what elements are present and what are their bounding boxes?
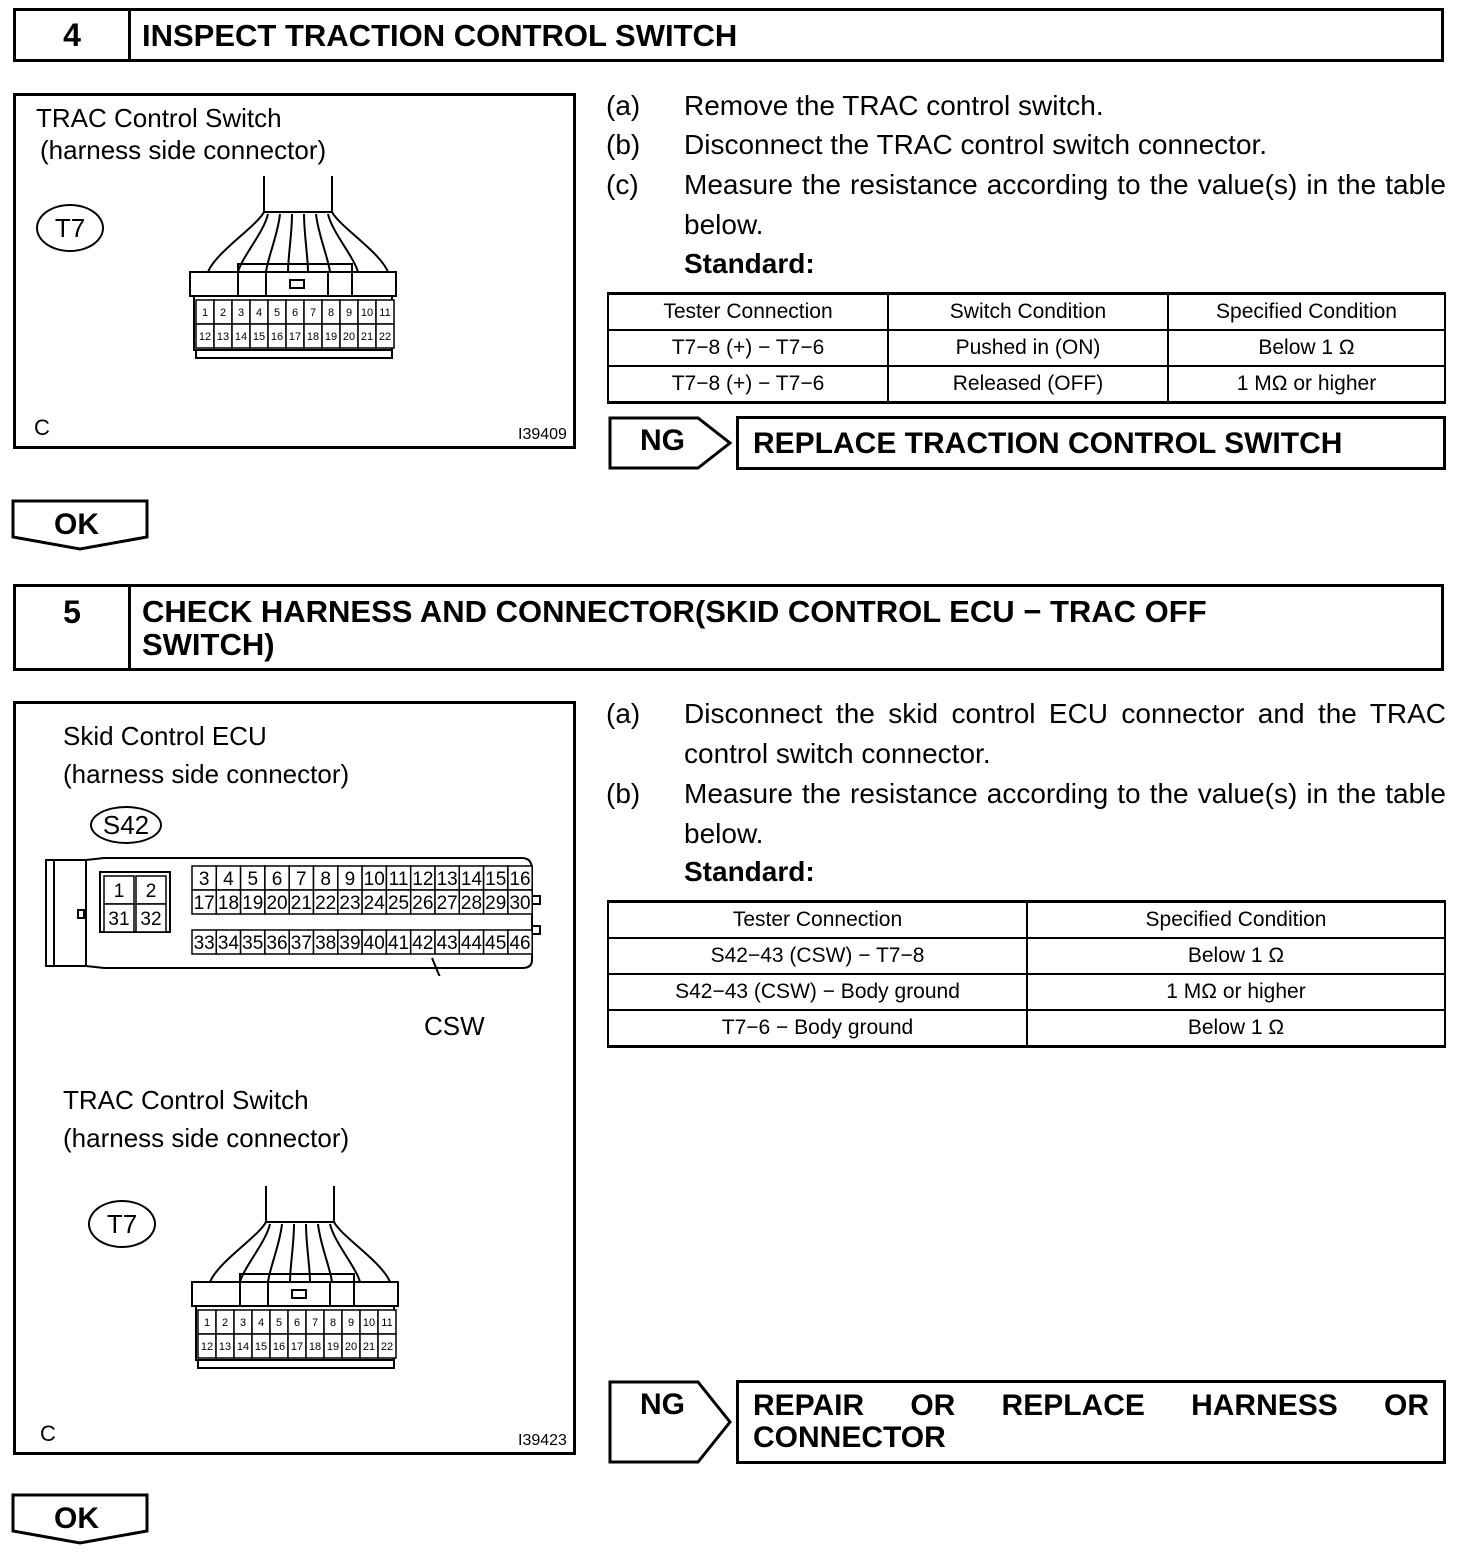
pin-label: 34 <box>217 932 240 954</box>
pin-label: 10 <box>360 306 374 319</box>
pin-label: 18 <box>306 330 320 343</box>
table-cell: 1 MΩ or higher <box>1168 366 1445 403</box>
pin-label: 7 <box>296 868 307 890</box>
standard-label: Standard: <box>684 856 815 887</box>
table-header-cell: Switch Condition <box>888 294 1168 331</box>
table-cell: S42−43 (CSW) − Body ground <box>608 974 1027 1010</box>
pin-label: 3 <box>239 1316 247 1329</box>
pin-label: 22 <box>315 892 337 914</box>
pin-label: 19 <box>242 892 264 914</box>
step-title: INSPECT TRACTION CONTROL SWITCH <box>142 18 738 53</box>
pin-label: 17 <box>193 892 215 914</box>
pin-label: 24 <box>363 892 385 914</box>
pin-label: 6 <box>293 1316 301 1329</box>
step-5-instruction-a <box>606 694 1446 774</box>
csw-label: CSW <box>424 1011 485 1041</box>
pin-label: 15 <box>485 868 507 890</box>
connector-id-badge <box>36 204 104 252</box>
table-header-row <box>608 902 1445 939</box>
corner-code: C <box>34 415 50 440</box>
pin-label: 20 <box>266 892 288 914</box>
ecu-connector-id-badge <box>90 806 162 844</box>
pin-label: 2 <box>219 306 227 319</box>
pin-label: 10 <box>363 868 385 890</box>
t7-connector-drawing <box>186 172 416 362</box>
instruction-text: Measure the resistance according to the value(s) in the table below. <box>684 169 1446 240</box>
pin-label: 16 <box>272 1340 286 1353</box>
table-cell: T7−6 − Body ground <box>608 1010 1027 1047</box>
pin-label: 12 <box>198 330 212 343</box>
step-title-line2: SWITCH) <box>142 627 275 662</box>
pin-label: 19 <box>326 1340 340 1353</box>
pin-label: 7 <box>311 1316 319 1329</box>
pin-label: 20 <box>344 1340 358 1353</box>
pin-label: 23 <box>339 892 361 914</box>
ecu-title-line2: (harness side connector) <box>63 759 350 789</box>
pin-label: 15 <box>252 330 266 343</box>
pin-label: 35 <box>242 932 264 954</box>
pin-label: 5 <box>273 306 281 319</box>
pin-label: 22 <box>380 1340 394 1353</box>
pin-label: 32 <box>140 908 162 930</box>
pin-label: 43 <box>436 932 458 954</box>
table-header-cell: Tester Connection <box>608 902 1027 939</box>
switch-connector-id-badge <box>88 1200 156 1248</box>
pin-label: 6 <box>271 868 283 890</box>
connector-id: T7 <box>54 213 86 243</box>
pin-label: 8 <box>327 306 335 319</box>
step-4-figure <box>13 93 576 449</box>
corner-code: C <box>40 1421 56 1446</box>
pin-label: 44 <box>460 932 483 954</box>
pin-grid <box>198 1310 396 1358</box>
pin-label: 42 <box>412 932 434 954</box>
switch-title-line2: (harness side connector) <box>63 1123 350 1153</box>
pin-label: 2 <box>221 1316 229 1329</box>
step-title-line1: CHECK HARNESS AND CONNECTOR(SKID CONTROL ECU − TRAC OFF <box>142 594 1207 629</box>
pin-label: 18 <box>308 1340 322 1353</box>
step-4-spec-table <box>607 292 1446 404</box>
pin-label: 40 <box>363 932 385 954</box>
pin-label: 30 <box>509 892 531 914</box>
pin-label: 21 <box>360 330 374 343</box>
step-4-instruction-c <box>606 165 1446 245</box>
pin-label: 36 <box>266 932 288 954</box>
step-number: 4 <box>16 11 131 59</box>
ng-label: NG <box>640 424 685 457</box>
table-cell: Below 1 Ω <box>1027 938 1445 974</box>
t7-connector-drawing <box>188 1182 418 1372</box>
table-cell: 1 MΩ or higher <box>1027 974 1445 1010</box>
pin-label: 16 <box>509 868 531 890</box>
pin-label: 7 <box>309 306 317 319</box>
step-5-spec-table <box>607 900 1446 1048</box>
pin-label: 21 <box>362 1340 376 1353</box>
step-4-header <box>13 8 1444 62</box>
pin-label: 19 <box>324 330 338 343</box>
pin-label: 13 <box>218 1340 232 1353</box>
figure-id: I39423 <box>518 1432 567 1449</box>
step-4-instruction-a <box>606 86 1446 126</box>
standard-label: Standard: <box>684 248 815 279</box>
instruction-label: (c) <box>606 169 639 200</box>
pin-label: 3 <box>237 306 245 319</box>
table-header-row <box>608 294 1445 331</box>
ng-action-box <box>736 416 1446 470</box>
table-cell: Released (OFF) <box>888 366 1168 403</box>
ecu-connector-id: S42 <box>102 810 150 840</box>
ng-label: NG <box>640 1388 685 1421</box>
table-cell: S42−43 (CSW) − T7−8 <box>608 938 1027 974</box>
pin-label: 11 <box>388 868 409 890</box>
pin-label: 13 <box>436 868 458 890</box>
pin-label: 22 <box>378 330 392 343</box>
table-row <box>608 366 1445 403</box>
table-cell: Pushed in (ON) <box>888 330 1168 366</box>
instruction-text: Measure the resistance according to the value(s) in the table below. <box>684 778 1446 849</box>
pin-label: 38 <box>315 932 337 954</box>
table-cell: Below 1 Ω <box>1168 330 1445 366</box>
pin-label: 17 <box>288 330 302 343</box>
pin-label: 27 <box>436 892 458 914</box>
step-4-instruction-b <box>606 125 1446 165</box>
pin-label: 17 <box>290 1340 304 1353</box>
pin-label: 46 <box>509 932 531 954</box>
instruction-label: (a) <box>606 90 641 121</box>
pin-label: 3 <box>198 868 210 890</box>
pin-label: 8 <box>320 868 331 890</box>
instruction-text: Remove the TRAC control switch. <box>684 90 1104 121</box>
pin-label: 9 <box>345 306 353 319</box>
ng-action-text-line1: REPAIR OR REPLACE HARNESS OR <box>753 1389 1429 1422</box>
switch-connector-id: T7 <box>106 1209 138 1239</box>
pin-label: 31 <box>108 908 130 930</box>
pin-label: 12 <box>200 1340 214 1353</box>
instruction-label: (b) <box>606 129 641 160</box>
ok-label: OK <box>54 1502 99 1535</box>
pin-label: 4 <box>223 868 234 890</box>
instruction-label: (a) <box>606 698 641 729</box>
figure-title-line2: (harness side connector) <box>40 135 327 165</box>
pin-label: 1 <box>203 1316 211 1329</box>
pin-label: 18 <box>217 892 240 914</box>
pin-label: 21 <box>290 892 312 914</box>
pin-label: 1 <box>113 880 125 902</box>
figure-title-line1: TRAC Control Switch <box>36 103 282 133</box>
table-cell: Below 1 Ω <box>1027 1010 1445 1047</box>
instruction-label: (b) <box>606 778 641 809</box>
figure-id: I39409 <box>518 426 567 443</box>
pin-grid <box>196 300 394 348</box>
pin-label: 9 <box>347 1316 355 1329</box>
pin-label: 14 <box>234 330 248 343</box>
pin-label: 10 <box>362 1316 376 1329</box>
step-number: 5 <box>16 587 131 668</box>
pin-label: 37 <box>290 932 312 954</box>
pin-label: 4 <box>255 306 263 319</box>
pin-label: 20 <box>342 330 356 343</box>
pin-label: 2 <box>145 880 157 902</box>
step-5-instruction-b <box>606 774 1446 854</box>
pin-label: 28 <box>460 892 483 914</box>
s42-connector-drawing <box>42 856 562 976</box>
table-header-cell: Tester Connection <box>608 294 888 331</box>
pin-label: 25 <box>387 892 410 914</box>
ok-label: OK <box>54 508 99 541</box>
pin-label: 5 <box>275 1316 283 1329</box>
pin-label: 5 <box>247 868 259 890</box>
pin-label: 4 <box>257 1316 265 1329</box>
ng-action-text-line2: CONNECTOR <box>753 1421 946 1454</box>
pin-label: 12 <box>412 868 434 890</box>
pin-label: 29 <box>485 892 507 914</box>
switch-title-line1: TRAC Control Switch <box>63 1085 309 1115</box>
ng-action-text: REPLACE TRACTION CONTROL SWITCH <box>753 427 1343 460</box>
table-header-cell: Specified Condition <box>1168 294 1445 331</box>
pin-label: 26 <box>412 892 434 914</box>
pin-label: 6 <box>291 306 299 319</box>
pin-label: 11 <box>379 306 391 319</box>
step-5-figure <box>13 701 576 1455</box>
pin-label: 11 <box>381 1316 393 1329</box>
pin-label: 39 <box>339 932 361 954</box>
pin-label: 45 <box>485 932 507 954</box>
table-cell: T7−8 (+) − T7−6 <box>608 330 888 366</box>
step-5-header <box>13 584 1444 671</box>
pin-label: 8 <box>329 1316 337 1329</box>
pin-label: 41 <box>387 932 410 954</box>
instruction-text: Disconnect the TRAC control switch connector. <box>684 129 1268 160</box>
pin-label: 14 <box>460 868 483 890</box>
table-row <box>608 330 1445 366</box>
pin-label: 15 <box>254 1340 268 1353</box>
table-header-cell: Specified Condition <box>1027 902 1445 939</box>
table-row <box>608 938 1445 974</box>
instruction-text: Disconnect the skid control ECU connector and the TRAC control switch connector. <box>684 698 1446 769</box>
ecu-pin-grid <box>104 866 532 954</box>
ecu-title-line1: Skid Control ECU <box>63 721 267 751</box>
pin-label: 33 <box>193 932 215 954</box>
pin-label: 13 <box>216 330 230 343</box>
ng-action-box <box>736 1380 1446 1464</box>
pin-label: 16 <box>270 330 284 343</box>
table-row <box>608 1010 1445 1047</box>
pin-label: 9 <box>344 868 356 890</box>
pin-label: 14 <box>236 1340 250 1353</box>
pin-label: 1 <box>201 306 209 319</box>
table-row <box>608 974 1445 1010</box>
table-cell: T7−8 (+) − T7−6 <box>608 366 888 403</box>
